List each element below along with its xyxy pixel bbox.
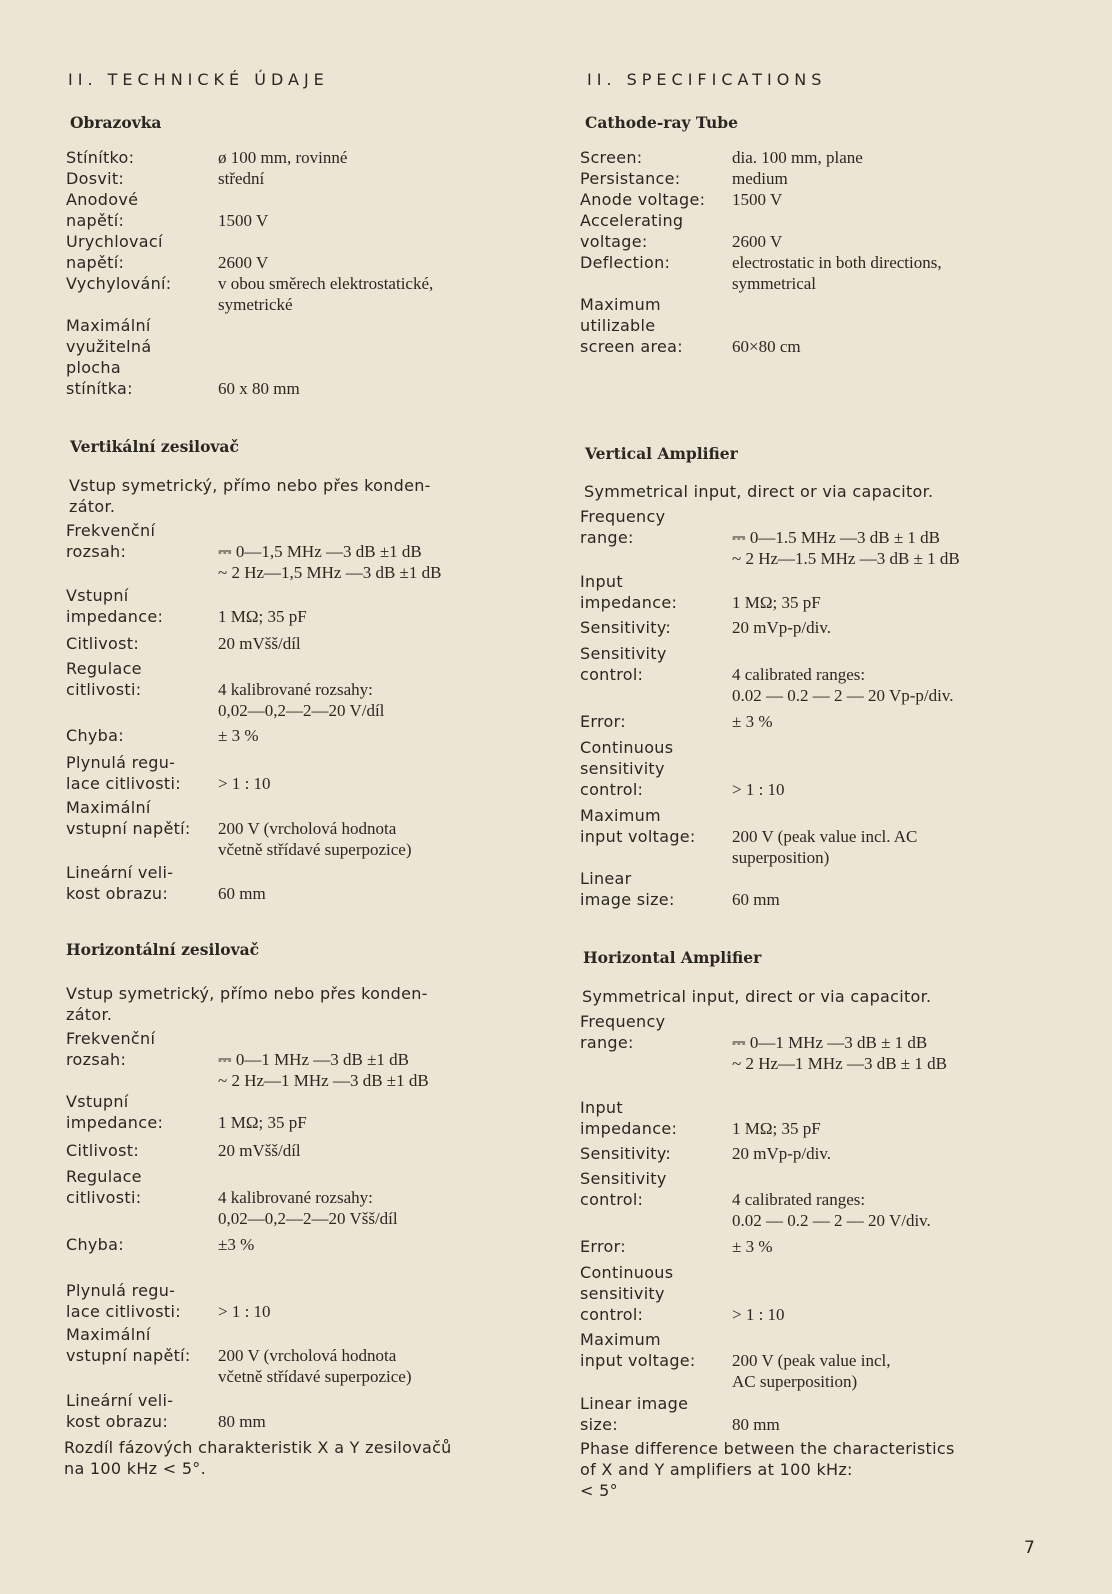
section-heading: Horizontal Amplifier [583, 948, 762, 967]
spec-value: 20 mVp-p/div. [732, 618, 832, 637]
spec-value: > 1 : 10 [218, 1302, 271, 1321]
spec-label: Citlivost: [66, 634, 140, 653]
spec-value: > 1 : 10 [732, 780, 785, 799]
spec-label: Lineární veli- kost obrazu: [66, 863, 174, 903]
intro-text: Symmetrical input, direct or via capacitor. [584, 482, 934, 501]
spec-value: ±3 % [218, 1235, 255, 1254]
spec-label: Chyba: [66, 726, 124, 745]
spec-value: > 1 : 10 [218, 774, 271, 793]
spec-label: Error: [580, 1237, 626, 1256]
spec-label: Screen: [580, 148, 643, 167]
spec-label: Sensitivity: [580, 618, 672, 637]
spec-label: Vychylování: [66, 274, 172, 293]
spec-value: 1 MΩ; 35 pF [218, 1113, 307, 1132]
spec-label: Deflection: [580, 253, 671, 272]
section-heading: Vertical Amplifier [585, 444, 738, 463]
spec-label: Input impedance: [580, 572, 678, 612]
spec-value: dia. 100 mm, plane [732, 148, 863, 167]
section-heading: Cathode-ray Tube [585, 113, 738, 132]
spec-label: Input impedance: [580, 1098, 678, 1138]
spec-label: Persistance: [580, 169, 681, 188]
spec-label: Sensitivity control: [580, 644, 667, 684]
spec-value: 4 kalibrované rozsahy: 0,02—0,2—2—20 V/díl [218, 680, 385, 720]
spec-label: Sensitivity control: [580, 1169, 667, 1209]
spec-value: 4 calibrated ranges: 0.02 — 0.2 — 2 — 20 V/div. [732, 1190, 931, 1230]
spec-value: 1500 V [732, 190, 783, 209]
spec-value: 200 V (peak value incl. AC superposition) [732, 827, 918, 867]
spec-value: v obou směrech elektrostatické, symetrické [218, 274, 434, 314]
spec-value: 20 mVšš/díl [218, 634, 301, 653]
spec-value: 80 mm [732, 1415, 780, 1434]
page-title: II. SPECIFICATIONS [587, 70, 827, 89]
spec-value: ⎓ 0—1 MHz —3 dB ±1 dB ~ 2 Hz—1 MHz —3 dB ±1 dB [218, 1050, 429, 1090]
spec-value: 200 V (vrcholová hodnota včetně střídavé superpozice) [218, 819, 412, 859]
page-title: II. TECHNICKÉ ÚDAJE [68, 70, 329, 89]
spec-label: Linear image size: [580, 1394, 689, 1434]
spec-value: ø 100 mm, rovinné [218, 148, 348, 167]
spec-label: Error: [580, 712, 626, 731]
spec-label: Maximální vstupní napětí: [66, 1325, 191, 1365]
spec-value: 2600 V [218, 253, 269, 272]
phase-note: Phase difference between the characteristics of X and Y amplifiers at 100 kHz: < 5° [580, 1439, 955, 1500]
section-heading: Vertikální zesilovač [70, 437, 239, 456]
spec-label: Frequency range: [580, 507, 666, 547]
spec-value: > 1 : 10 [732, 1305, 785, 1324]
spec-label: Sensitivity: [580, 1144, 672, 1163]
spec-label: Anode voltage: [580, 190, 706, 209]
spec-label: Continuous sensitivity control: [580, 1263, 674, 1324]
spec-value: electrostatic in both directions, symmetrical [732, 253, 942, 293]
intro-text: Vstup symetrický, přímo nebo přes konden- zátor. [69, 476, 431, 516]
spec-label: Chyba: [66, 1235, 124, 1254]
spec-value: 4 calibrated ranges: 0.02 — 0.2 — 2 — 20 Vp-p/div. [732, 665, 954, 705]
spec-label: Anodové napětí: [66, 190, 139, 230]
spec-label: Citlivost: [66, 1141, 140, 1160]
spec-label: Maximum utilizable screen area: [580, 295, 683, 356]
spec-label: Lineární veli- kost obrazu: [66, 1391, 174, 1431]
spec-label: Plynulá regu- lace citlivosti: [66, 753, 181, 793]
spec-value: 1 MΩ; 35 pF [218, 607, 307, 626]
spec-value: 1 MΩ; 35 pF [732, 1119, 821, 1138]
spec-value: ⎓ 0—1,5 MHz —3 dB ±1 dB ~ 2 Hz—1,5 MHz —3 dB ±1 dB [218, 542, 442, 582]
spec-label: Stínítko: [66, 148, 135, 167]
spec-label: Dosvit: [66, 169, 125, 188]
spec-label: Maximum input voltage: [580, 1330, 696, 1370]
spec-label: Vstupní impedance: [66, 586, 164, 626]
spec-value: 80 mm [218, 1412, 266, 1431]
spec-value: 200 V (vrcholová hodnota včetně střídavé superpozice) [218, 1346, 412, 1386]
spec-value: 200 V (peak value incl, AC superposition) [732, 1351, 891, 1391]
intro-text: Symmetrical input, direct or via capacitor. [582, 987, 932, 1006]
spec-value: 60×80 cm [732, 337, 801, 356]
spec-value: 20 mVšš/díl [218, 1141, 301, 1160]
spec-value: 60 x 80 mm [218, 379, 300, 398]
spec-label: Regulace citlivosti: [66, 1167, 142, 1207]
spec-value: 60 mm [218, 884, 266, 903]
spec-value: 2600 V [732, 232, 783, 251]
spec-label: Plynulá regu- lace citlivosti: [66, 1281, 181, 1321]
spec-value: 20 mVp-p/div. [732, 1144, 832, 1163]
spec-label: Regulace citlivosti: [66, 659, 142, 699]
spec-label: Frequency range: [580, 1012, 666, 1052]
spec-label: Maximální využitelná plocha stínítka: [66, 316, 152, 398]
spec-label: Urychlovací napětí: [66, 232, 163, 272]
spec-label: Linear image size: [580, 869, 675, 909]
spec-label: Maximum input voltage: [580, 806, 696, 846]
spec-label: Maximální vstupní napětí: [66, 798, 191, 838]
spec-value: medium [732, 169, 788, 188]
spec-value: ⎓ 0—1.5 MHz —3 dB ± 1 dB ~ 2 Hz—1.5 MHz —3 dB ± 1 dB [732, 528, 960, 568]
spec-value: 60 mm [732, 890, 780, 909]
spec-label: Frekvenční rozsah: [66, 521, 156, 561]
spec-value: 1500 V [218, 211, 269, 230]
spec-value: ± 3 % [218, 726, 259, 745]
spec-label: Accelerating voltage: [580, 211, 684, 251]
spec-label: Vstupní impedance: [66, 1092, 164, 1132]
spec-value: ± 3 % [732, 1237, 773, 1256]
spec-value: 1 MΩ; 35 pF [732, 593, 821, 612]
spec-value: ± 3 % [732, 712, 773, 731]
spec-value: ⎓ 0—1 MHz —3 dB ± 1 dB ~ 2 Hz—1 MHz —3 dB ± 1 dB [732, 1033, 947, 1073]
spec-value: 4 kalibrované rozsahy: 0,02—0,2—2—20 Všš/díl [218, 1188, 398, 1228]
section-heading: Obrazovka [70, 113, 162, 132]
page-number: 7 [1024, 1538, 1035, 1558]
intro-text: Vstup symetrický, přímo nebo přes konden- zátor. [66, 984, 428, 1024]
spec-value: střední [218, 169, 265, 188]
spec-label: Frekvenční rozsah: [66, 1029, 156, 1069]
section-heading: Horizontální zesilovač [66, 940, 260, 959]
phase-note: Rozdíl fázových charakteristik X a Y zesilovačů na 100 kHz < 5°. [64, 1438, 452, 1478]
spec-label: Continuous sensitivity control: [580, 738, 674, 799]
